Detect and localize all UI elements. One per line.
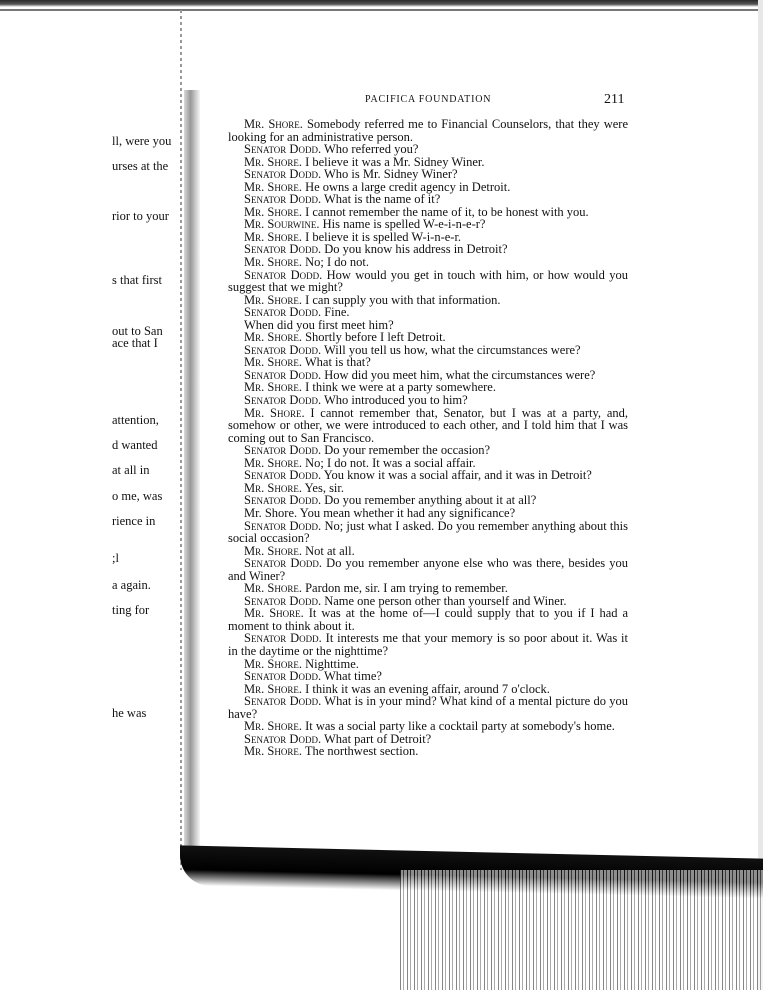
speaker-name: Senator Dodd. bbox=[244, 694, 322, 709]
left-fragment: he was bbox=[112, 706, 147, 720]
left-fragment: d wanted bbox=[112, 438, 158, 452]
speech-text: Do your remember the occasion? bbox=[324, 443, 491, 458]
transcript-paragraph bbox=[228, 269, 628, 294]
transcript-paragraph bbox=[228, 632, 628, 657]
left-fragment: ;l bbox=[112, 551, 119, 565]
speech-text: You mean whether it had any significance? bbox=[299, 505, 516, 520]
speaker-name: Mr. Shore. bbox=[244, 719, 302, 734]
speech-text: No; just what I asked. Do you remember anything about this social occasion? bbox=[228, 518, 628, 546]
speaker-name: Mr. Shore. bbox=[244, 505, 298, 520]
speaker-name: Senator Dodd. bbox=[244, 367, 322, 382]
speech-text: I think it was an evening affair, around 7 o'clock. bbox=[305, 681, 550, 696]
speaker-name: Senator Dodd. bbox=[244, 167, 322, 182]
left-fragment: ting for bbox=[112, 603, 150, 617]
speech-text: Do you know his address in Detroit? bbox=[324, 242, 508, 257]
speaker-name: Senator Dodd. bbox=[244, 493, 322, 508]
speaker-name: Mr. Shore. bbox=[244, 179, 302, 194]
left-page-edge bbox=[180, 10, 182, 870]
speaker-name: Senator Dodd. bbox=[244, 192, 322, 207]
speaker-name: Mr. Shore. bbox=[244, 405, 305, 420]
speech-text: His name is spelled W-e-i-n-e-r? bbox=[322, 217, 486, 232]
speaker-name: Mr. Shore. bbox=[244, 117, 303, 131]
speaker-name: Senator Dodd. bbox=[244, 593, 322, 608]
speaker-name: Mr. Shore. bbox=[244, 543, 302, 558]
speech-text: I cannot remember the name of it, to be honest with you. bbox=[305, 204, 589, 219]
speech-text: What is in your mind? What kind of a mental picture do you have? bbox=[228, 694, 628, 721]
speech-text: How would you get in touch with him, or how would you suggest that we might? bbox=[228, 267, 628, 295]
speaker-name: Senator Dodd. bbox=[244, 518, 322, 533]
transcript-paragraph bbox=[228, 557, 628, 582]
speech-text: How did you meet him, what the circumstances were? bbox=[324, 367, 596, 382]
speech-text: What time? bbox=[323, 669, 382, 684]
speaker-name: Mr. Shore. bbox=[244, 229, 302, 244]
speech-text: You know it was a social affair, and it was in Detroit? bbox=[323, 468, 592, 483]
speech-text: I believe it was a Mr. Sidney Winer. bbox=[305, 154, 485, 169]
speaker-name: Senator Dodd. bbox=[244, 142, 322, 157]
speech-text: It was a social party like a cocktail party at somebody's home. bbox=[305, 719, 615, 734]
speech-text: I think we were at a party somewhere. bbox=[305, 380, 496, 395]
left-fragment: rior to your bbox=[112, 209, 169, 223]
speech-text: Fine. bbox=[324, 305, 350, 320]
transcript-body bbox=[228, 118, 628, 758]
speaker-name: Mr. Shore. bbox=[244, 355, 302, 370]
speech-text: What is that? bbox=[304, 355, 371, 370]
speech-text: What part of Detroit? bbox=[323, 731, 432, 746]
left-fragment: rience in bbox=[112, 514, 156, 528]
speech-text: The northwest section. bbox=[304, 744, 419, 759]
speaker-name: Senator Dodd. bbox=[244, 342, 322, 357]
speech-text: Do you remember anything about it at all? bbox=[324, 493, 537, 508]
speaker-name: Mr. Shore. bbox=[244, 681, 302, 696]
speaker-name: Senator Dodd. bbox=[244, 556, 323, 571]
left-fragment: at all in bbox=[112, 463, 150, 477]
speaker-name: Mr. Shore. bbox=[244, 292, 302, 307]
speaker-name: Mr. Shore. bbox=[244, 380, 302, 395]
speaker-name: Mr. Shore. bbox=[244, 330, 302, 345]
speech-text: Nighttime. bbox=[305, 656, 359, 671]
speech-text: Do you remember anyone else who was there, besides you and Winer? bbox=[228, 556, 628, 583]
speech-text: Shortly before I left Detroit. bbox=[305, 330, 446, 345]
speaker-name: Mr. Shore. bbox=[244, 581, 302, 596]
speaker-name: Senator Dodd. bbox=[244, 305, 322, 320]
speaker-name: Mr. Shore. bbox=[244, 606, 304, 621]
speech-text: I believe it is spelled W-i-n-e-r. bbox=[305, 229, 462, 244]
speech-text: It was at the home of—I could supply that to you if I had a moment to think about it. bbox=[228, 606, 628, 633]
speech-text: I cannot remember that, Senator, but I was at a party, and, somehow or other, we were introduced to each other, and I told him that I was coming out to San Francisco. bbox=[228, 405, 629, 445]
left-fragment: a again. bbox=[112, 578, 151, 592]
transcript-paragraph bbox=[228, 118, 628, 143]
transcript-paragraph bbox=[228, 407, 628, 445]
speech-text: Name one person other than yourself and Winer. bbox=[324, 593, 567, 608]
book-gutter bbox=[184, 90, 200, 870]
speaker-name: Mr. Sourwine. bbox=[244, 217, 320, 232]
speaker-name: Mr. Shore. bbox=[244, 455, 302, 470]
speech-text: No; I do not. bbox=[305, 255, 369, 270]
speaker-name: Mr. Shore. bbox=[244, 204, 302, 219]
left-fragment: ace that I bbox=[112, 336, 158, 350]
speech-text: I can supply you with that information. bbox=[305, 292, 501, 307]
left-fragment: out to San bbox=[112, 324, 163, 338]
speech-text: What is the name of it? bbox=[323, 192, 441, 207]
speech-text: He owns a large credit agency in Detroit. bbox=[305, 179, 511, 194]
speaker-name: Mr. Shore. bbox=[244, 744, 302, 759]
left-page-fragments bbox=[0, 0, 180, 990]
transcript-paragraph bbox=[228, 520, 628, 545]
speech-text: When did you first meet him? bbox=[244, 317, 394, 332]
running-head: PACIFICA FOUNDATION bbox=[365, 94, 492, 105]
speaker-name: Senator Dodd. bbox=[244, 731, 322, 746]
transcript-paragraph bbox=[228, 607, 628, 632]
speaker-name: Mr. Shore. bbox=[244, 154, 302, 169]
left-fragment: o me, was bbox=[112, 489, 163, 503]
left-fragment: ll, were you bbox=[112, 134, 172, 148]
speaker-name: Senator Dodd. bbox=[244, 631, 322, 646]
speech-text: Who is Mr. Sidney Winer? bbox=[323, 167, 458, 182]
speech-text: No; I do not. It was a social affair. bbox=[305, 455, 476, 470]
speech-text: Who introduced you to him? bbox=[323, 393, 468, 408]
speech-text: Somebody referred me to Financial Counselors, that they were looking for an administrative person. bbox=[228, 117, 629, 144]
speaker-name: Senator Dodd. bbox=[244, 267, 323, 282]
speech-text: Who referred you? bbox=[323, 142, 419, 157]
scan-right-edge bbox=[758, 0, 763, 990]
speech-text: It interests me that your memory is so poor about it. Was it in the daytime or the nighttime? bbox=[228, 631, 628, 658]
left-fragment: s that first bbox=[112, 273, 162, 287]
speaker-name: Mr. Shore. bbox=[244, 480, 302, 495]
transcript-paragraph bbox=[228, 695, 628, 720]
speaker-name: Senator Dodd. bbox=[244, 443, 322, 458]
speech-text: Pardon me, sir. I am trying to remember. bbox=[305, 581, 508, 596]
speaker-name: Senator Dodd. bbox=[244, 393, 322, 408]
speaker-name: Senator Dodd. bbox=[244, 242, 322, 257]
speaker-name: Senator Dodd. bbox=[244, 669, 322, 684]
speaker-name: Mr. Shore. bbox=[244, 656, 302, 671]
speaker-name: Senator Dodd. bbox=[244, 468, 322, 483]
page-number: 211 bbox=[604, 92, 625, 107]
scan-bottom-noise bbox=[400, 870, 763, 990]
speech-text: Yes, sir. bbox=[304, 480, 344, 495]
left-fragment: attention, bbox=[112, 413, 159, 427]
speech-text: Will you tell us how, what the circumstances were? bbox=[323, 342, 581, 357]
speech-text: Not at all. bbox=[305, 543, 355, 558]
transcript-paragraph bbox=[228, 745, 628, 758]
speaker-name: Mr. Shore. bbox=[244, 255, 302, 270]
left-fragment: urses at the bbox=[112, 159, 169, 173]
